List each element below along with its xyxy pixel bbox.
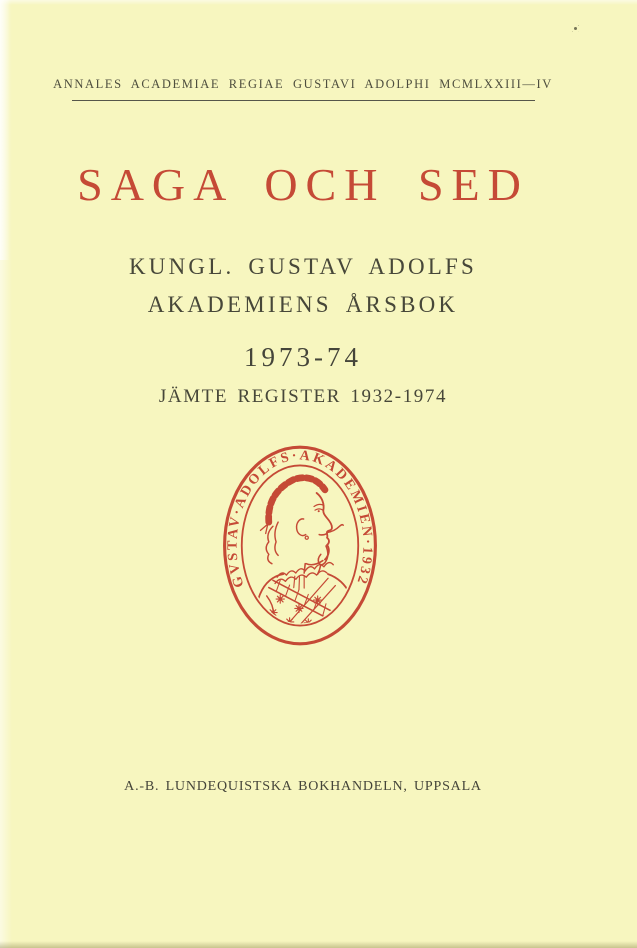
volume-year: 1973-74: [244, 342, 362, 372]
scan-edge-left-top: [0, 0, 10, 260]
publisher-line: A.-B. LUNDEQUISTSKA BOKHANDELN, UPPSALA: [124, 779, 482, 794]
scan-edge-bottom: [0, 941, 637, 948]
scan-edge-top: [0, 0, 637, 5]
academy-seal: [222, 444, 378, 647]
paper-speck: [574, 27, 577, 30]
hair-curls: [266, 522, 278, 564]
eye: [314, 504, 324, 510]
header-rule: [72, 100, 535, 101]
wreath-ribbon: [260, 524, 267, 533]
earring: [305, 536, 308, 539]
series-line: ANNALES ACADEMIAE REGIAE GUSTAVI ADOLPHI MCMLXXIII—IV: [53, 77, 553, 91]
laurel-wreath-icon: [269, 478, 325, 522]
face-profile: [317, 493, 332, 560]
cover-title: SAGA OCH SED: [77, 159, 529, 210]
seal-legend-text: GVSTAV·ADOLFS·AKADEMIEN·1932: [224, 447, 376, 590]
ear: [297, 519, 306, 536]
subtitle-line-1: KUNGL. GUSTAV ADOLFS: [129, 254, 477, 279]
pupil: [318, 510, 320, 512]
register-line: JÄMTE REGISTER 1932-1974: [158, 386, 448, 407]
subtitle-line-2: AKADEMIENS ÅRSBOK: [147, 292, 459, 317]
seal-inner-ring: [242, 465, 358, 625]
